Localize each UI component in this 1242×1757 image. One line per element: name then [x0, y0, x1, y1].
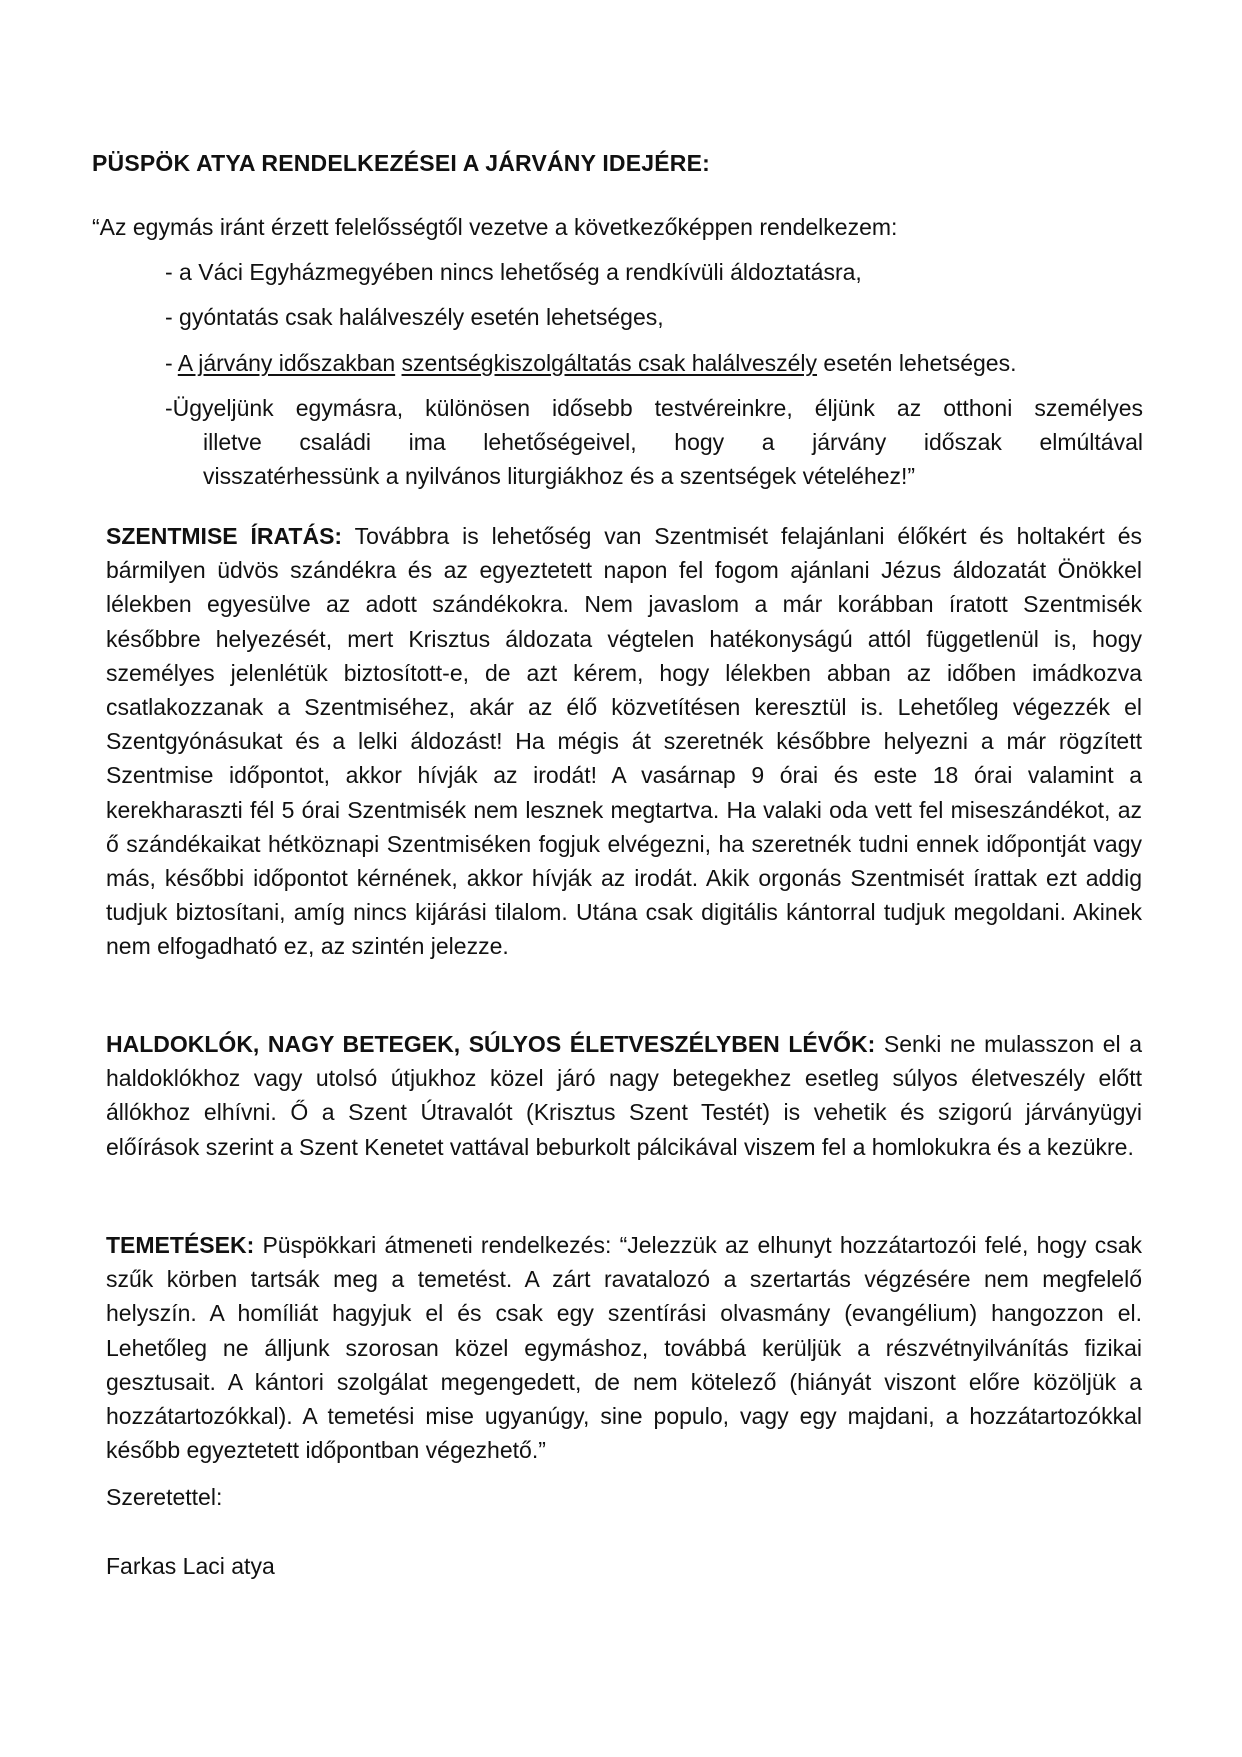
intro-quote: “Az egymás iránt érzett felelősségtől vezetve a következőképpen rendelkezem: [92, 214, 898, 240]
section-text: Senki ne mulasszon el a haldoklókhoz vagy utolsó útjukhoz közel járó nagy betegekhez esetleg súlyos életveszély előtt állókhoz elhívni. Ő a Szent Útravalót (Krisztus Szent Testét) is vehetik és szigorú járványügyi előírások szerint a Szent Kenetet vattával beburkolt pálcikával viszem fel a homlokukra és a kezükre. [106, 1031, 1142, 1160]
section-temetesek [106, 1228, 1142, 1467]
section-text: Püspökkari átmeneti rendelkezés: “Jelezzük az elhunyt hozzátartozói felé, hogy csak szűk körben tartsák meg a temetést. A zárt ravatalozó a szertartás végzésére nem megfelelő helyszín. A homíliát hagyjuk el és csak egy szentírási olvasmány (evangélium) hangozzon el. Lehetőleg ne álljunk szorosan közel egymáshoz, továbbá kerüljük a részvétnyilvánítás fizikai gesztusait. A kántori szolgálat megengedett, de nem kötelező (hiányát viszont előre közöljük a hozzátartozókkal). A temetési mise ugyanúgy, sine populo, vagy egy majdani, a hozzátartozókkal később egyeztetett időpontban végezhető.” [106, 1232, 1142, 1464]
list-item: - a Váci Egyházmegyében nincs lehetőség a rendkívüli áldoztatásra, [165, 259, 862, 285]
section-text: Továbbra is lehetőség van Szentmisét felajánlani élőkért és holtakért és bármilyen üdvös szándékra és az egyeztetett napon fel fogom ajánlani Jézus áldozatát Önökkel lélekben egyesülve az adott szándékokra. Nem javaslom a már korábban íratott Szentmisék későbbre helyezését, mert Krisztus áldozata végtelen hatékonyságú attól függetlenül is, hogy személyes jelenlétük biztosított-e, de azt kérem, hogy lélekben abban az időben imádkozva csatlakozzanak a Szentmiséhez, akár az élő közvetítésen keresztül is. Lehetőleg végezzék el Szentgyónásukat és a lelki áldozást! Ha mégis át szeretnék későbbre helyezni a már rögzített Szentmise időpontot, akkor hívják az irodát! A vasárnap 9 órai és este 18 órai valamint a kerekharaszti fél 5 órai Szentmisék nem lesznek megtartva. Ha valaki oda vett fel miseszándékot, az ő szándékaikat hétköznapi Szentmiséken fogjuk elvégezni, ha szeretnék tudni ennek időpontját vagy más, későbbi időpontot kérnének, akkor hívják az irodát. Akik orgonás Szentmisét írattak ezt addig tudjuk biztosítani, amíg nincs kijárási tilalom. Utána csak digitális kántorral tudjuk megoldani. Akinek nem elfogadható ez, az szintén jelezze. [106, 523, 1142, 960]
underlined-phrase: A járvány időszakban [177, 350, 396, 376]
list-item: - gyóntatás csak halálveszély esetén lehetséges, [165, 304, 664, 330]
list-item-line: visszatérhessünk a nyilvános liturgiákhoz és a szentségek vételéhez!” [203, 463, 916, 489]
list-item [165, 391, 1143, 493]
closing-greeting: Szeretettel: [106, 1484, 223, 1510]
list-item-line: illetve családi ima lehetőségeivel, hogy a járvány időszak elmúltával [203, 429, 1143, 455]
section-title: HALDOKLÓK, NAGY BETEGEK, SÚLYOS ÉLETVESZÉLYBEN LÉVŐK: [106, 1031, 876, 1057]
signature: Farkas Laci atya [106, 1553, 275, 1579]
list-item-line: -Ügyeljünk egymásra, különösen idősebb testvéreinkre, éljünk az otthoni személyes [165, 395, 1143, 421]
underlined-phrase: szentségkiszolgáltatás csak halálveszély [401, 350, 818, 376]
section-title: TEMETÉSEK: [106, 1232, 255, 1258]
list-item-suffix: esetén lehetséges. [817, 350, 1017, 376]
section-szentmise-iratas [106, 519, 1142, 964]
list-item [165, 346, 1145, 380]
section-haldoklok [106, 1027, 1142, 1164]
list-item-prefix: - [165, 350, 178, 376]
section-title: SZENTMISE ÍRATÁS: [106, 523, 343, 549]
page-title: PÜSPÖK ATYA RENDELKEZÉSEI A JÁRVÁNY IDEJÉRE: [92, 150, 711, 176]
